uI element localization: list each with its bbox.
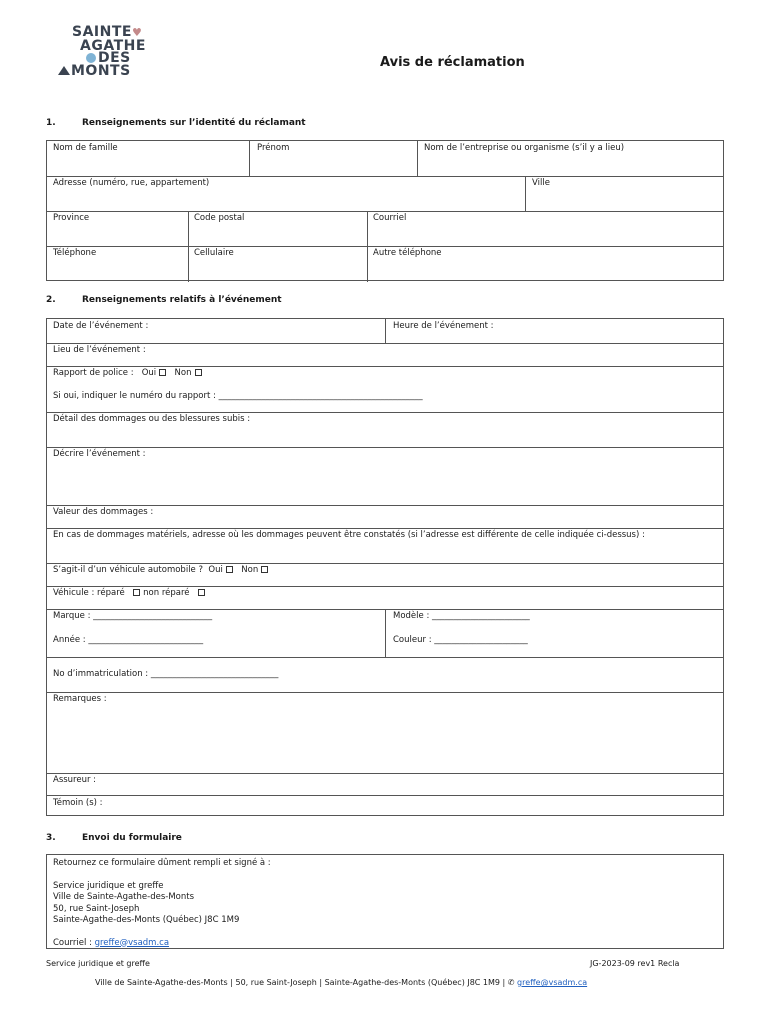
field-valeur-dommages[interactable]: Valeur des dommages : (53, 507, 154, 517)
field-adresse[interactable]: Adresse (numéro, rue, appartement) (53, 178, 210, 188)
field-annee[interactable]: Année : ___________________________ (53, 635, 204, 645)
field-numero-rapport[interactable]: Si oui, indiquer le numéro du rapport : ________________________________________________ (53, 391, 423, 401)
vehicule-oui-checkbox[interactable] (226, 566, 233, 573)
courriel-row: Courriel : greffe@vsadm.ca (53, 937, 170, 948)
rapport-oui-label: Oui (141, 368, 157, 378)
field-detail-dommages[interactable]: Détail des dommages ou des blessures subis : (53, 414, 251, 424)
logo-line-2: AGATHE (80, 37, 146, 54)
field-code-postal[interactable]: Code postal (194, 213, 245, 223)
vehicule-non-checkbox[interactable] (261, 566, 268, 573)
footer-email-link[interactable]: greffe@vsadm.ca (517, 978, 588, 987)
vehicule-oui-label: Oui (208, 565, 223, 575)
rapport-non-label: Non (174, 368, 192, 378)
logo-line-1: SAINTE (72, 24, 132, 40)
field-ville[interactable]: Ville (532, 178, 550, 188)
dot-icon (86, 53, 96, 63)
footer-address-row (95, 978, 587, 987)
field-decrire-evenement[interactable]: Décrire l’événement : (53, 449, 146, 459)
footer-left: Service juridique et greffe (46, 959, 150, 968)
field-remarques[interactable]: Remarques : (53, 694, 107, 704)
field-assureur[interactable]: Assureur : (53, 775, 97, 785)
courriel-link[interactable]: greffe@vsadm.ca (94, 937, 170, 948)
field-temoin[interactable]: Témoin (s) : (53, 798, 103, 808)
retournez-text: Retournez ce formulaire dûment rempli et signé à : (53, 858, 271, 868)
service-text: Service juridique et greffe (53, 880, 164, 891)
section-3-box (46, 854, 724, 949)
rapport-non-checkbox[interactable] (195, 369, 202, 376)
field-modele[interactable]: Modèle : _______________________ (393, 611, 530, 621)
non-repare-checkbox[interactable] (198, 589, 205, 596)
field-marque[interactable]: Marque : ____________________________ (53, 611, 213, 621)
adresse-text: Sainte-Agathe-des-Monts (Québec) J8C 1M9 (53, 915, 240, 925)
section-1-table (46, 140, 724, 281)
repare-checkbox[interactable] (133, 589, 140, 596)
section-1-heading: 1. Renseignements sur l’identité du réclamant (46, 118, 306, 128)
rapport-police-row: Rapport de police : Oui Non (53, 368, 205, 378)
field-autre-telephone[interactable]: Autre téléphone (373, 248, 442, 258)
rapport-oui-checkbox[interactable] (159, 369, 166, 376)
logo (58, 26, 168, 77)
footer-address: Ville de Sainte-Agathe-des-Monts | 50, rue Saint-Joseph | Sainte-Agathe-des-Monts (Québec) J8C 1M9 | ✆ (95, 978, 515, 987)
field-telephone[interactable]: Téléphone (53, 248, 97, 258)
section-3-heading: 3. Envoi du formulaire (46, 833, 182, 843)
footer-right: JG-2023-09 rev1 Recla (590, 959, 680, 968)
field-date-evenement[interactable]: Date de l’événement : (53, 321, 149, 331)
field-nom-famille[interactable]: Nom de famille (53, 143, 118, 153)
field-entreprise[interactable]: Nom de l’entreprise ou organisme (s’il y a lieu) (424, 143, 625, 153)
ville-text: Ville de Sainte-Agathe-des-Monts (53, 892, 195, 902)
mountain-icon (58, 66, 70, 75)
field-immatriculation[interactable]: No d’immatriculation : ______________________________ (53, 669, 279, 679)
field-heure-evenement[interactable]: Heure de l’événement : (393, 321, 494, 331)
page-title: Avis de réclamation (380, 55, 525, 70)
field-province[interactable]: Province (53, 213, 90, 223)
heart-icon: ♥ (131, 26, 143, 39)
vehicule-etat-row: Véhicule : réparé non réparé (53, 588, 208, 598)
vehicule-question-row: S’agit-il d’un véhicule automobile ? Oui Non (53, 565, 271, 575)
logo-line-3: DES (98, 50, 131, 66)
field-courriel[interactable]: Courriel (373, 213, 407, 223)
logo-line-4: MONTS (71, 62, 131, 79)
field-cellulaire[interactable]: Cellulaire (194, 248, 234, 258)
section-2-heading: 2. Renseignements relatifs à l’événement (46, 295, 282, 305)
rue-text: 50, rue Saint-Joseph (53, 903, 140, 914)
field-lieu-evenement[interactable]: Lieu de l’événement : (53, 345, 146, 355)
section-2-table (46, 318, 724, 816)
field-adresse-dommages[interactable]: En cas de dommages matériels, adresse où les dommages peuvent être constatés (si l’adresse est différente de celle indiquée ci-dessus) : (53, 530, 645, 540)
field-couleur[interactable]: Couleur : ______________________ (393, 635, 528, 645)
field-prenom[interactable]: Prénom (257, 143, 290, 153)
vehicule-non-label: Non (241, 565, 259, 575)
